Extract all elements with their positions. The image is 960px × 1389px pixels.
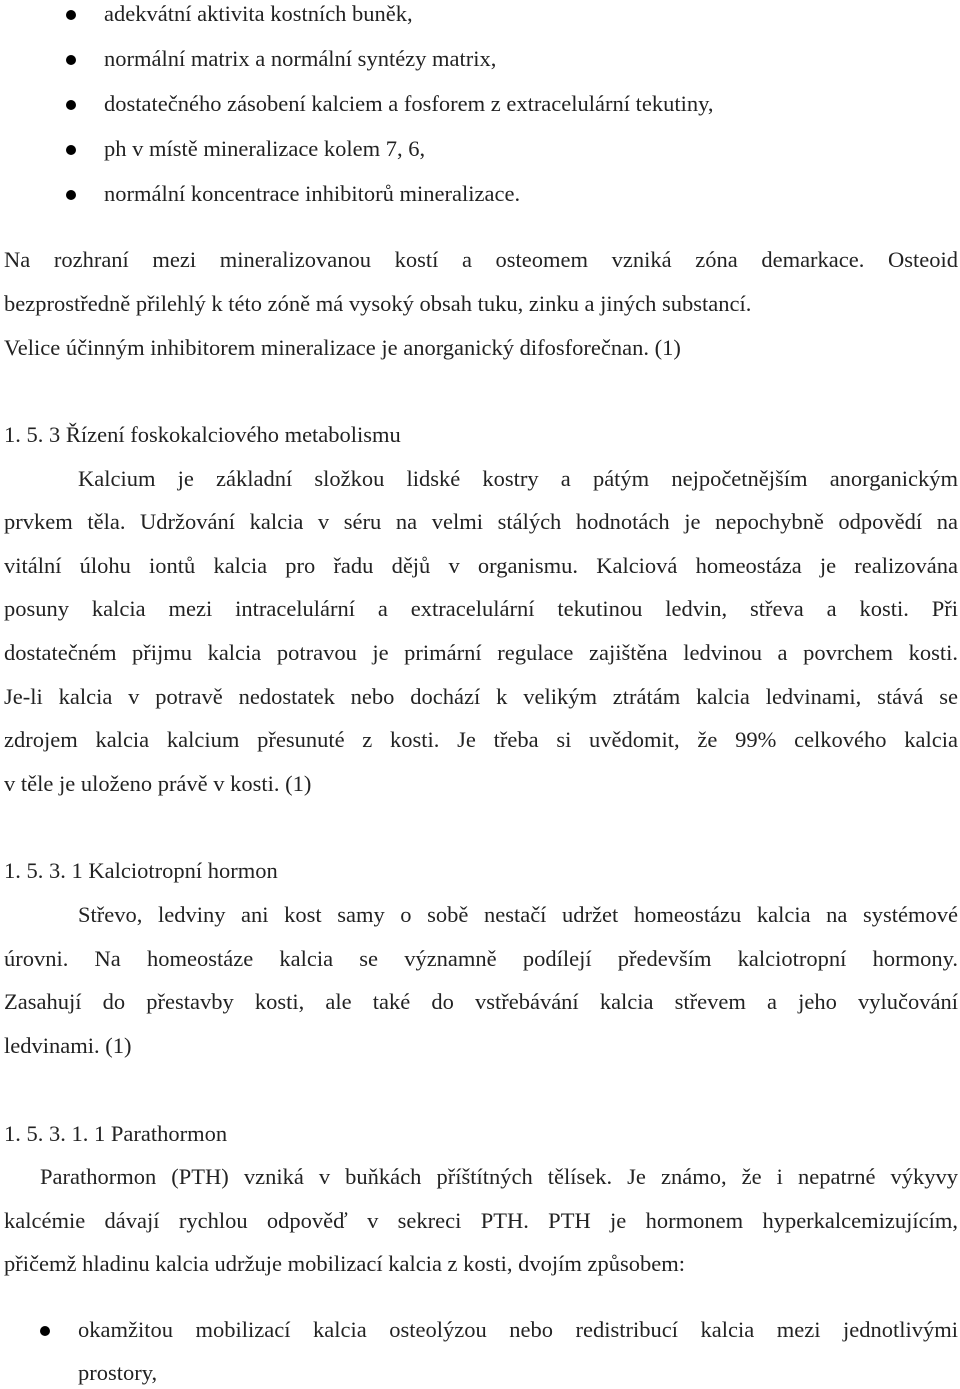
- bullet-item: dostatečného zásobení kalciem a fosforem z extracelulární tekutiny,: [104, 91, 714, 116]
- paragraph-line: Velice účinným inhibitorem mineralizace je anorganický difosforečnan. (1): [4, 335, 681, 360]
- paragraph-line: kalcémie dávají rychlou odpověď v sekreci PTH. PTH je hormonem hyperkalcemizujícím,: [4, 1208, 958, 1233]
- bullet-item: normální matrix a normální syntézy matrix,: [104, 46, 497, 71]
- bullet-marker: [66, 100, 76, 110]
- bullet-marker: [66, 145, 76, 155]
- section-heading: 1. 5. 3. 1. 1 Parathormon: [4, 1121, 228, 1146]
- paragraph-line: Parathormon (PTH) vzniká v buňkách příštítných tělísek. Je známo, že i nepatrné výkyvy: [40, 1164, 958, 1189]
- paragraph-line: Kalcium je základní složkou lidské kostry a pátým nejpočetnějším anorganickým: [78, 466, 958, 491]
- paragraph-line: Zasahují do přestavby kosti, ale také do vstřebávání kalcia střevem a jeho vylučování: [4, 989, 958, 1014]
- bullet-marker: [66, 55, 76, 65]
- section-heading: 1. 5. 3 Řízení foskokalciového metabolismu: [4, 422, 401, 447]
- paragraph-line: Je-li kalcia v potravě nedostatek nebo dochází k velikým ztrátám kalcia ledvinami, stává se: [4, 684, 958, 709]
- bullet-item: okamžitou mobilizací kalcia osteolýzou nebo redistribucí kalcia mezi jednotlivými: [78, 1317, 958, 1342]
- bullet-item: adekvátní aktivita kostních buněk,: [104, 1, 413, 26]
- bullet-marker: [40, 1326, 50, 1336]
- paragraph-line: vitální úlohu iontů kalcia pro řadu dějů v organismu. Kalciová homeostáza je realizována: [4, 553, 958, 578]
- paragraph-line: v těle je uloženo právě v kosti. (1): [4, 771, 312, 796]
- paragraph-line: zdrojem kalcia kalcium přesunuté z kosti. Je třeba si uvědomit, že 99% celkového kalcia: [4, 727, 958, 752]
- paragraph-line: úrovni. Na homeostáze kalcia se významně podílejí především kalciotropní hormony.: [4, 946, 958, 971]
- paragraph-line: Na rozhraní mezi mineralizovanou kostí a osteomem vzniká zóna demarkace. Osteoid: [4, 247, 958, 272]
- paragraph-line: prvkem těla. Udržování kalcia v séru na velmi stálých hodnotách je nepochybně odpovědí na: [4, 509, 958, 534]
- paragraph-line: dostatečném přijmu kalcia potravou je primární regulace zajištěna ledvinou a povrchem kosti.: [4, 640, 958, 665]
- bullet-item: ph v místě mineralizace kolem 7, 6,: [104, 136, 426, 161]
- paragraph-line: posuny kalcia mezi intracelulární a extracelulární tekutinou ledvin, střeva a kosti. Při: [4, 596, 958, 621]
- bullet-item: prostory,: [78, 1360, 158, 1385]
- paragraph-line: Střevo, ledviny ani kost samy o sobě nestačí udržet homeostázu kalcia na systémové: [78, 902, 958, 927]
- bullet-item: normální koncentrace inhibitorů mineralizace.: [104, 181, 521, 206]
- bullet-marker: [66, 190, 76, 200]
- section-heading: 1. 5. 3. 1 Kalciotropní hormon: [4, 858, 278, 883]
- paragraph-line: ledvinami. (1): [4, 1033, 132, 1058]
- paragraph-line: přičemž hladinu kalcia udržuje mobilizací kalcia z kosti, dvojím způsobem:: [4, 1251, 686, 1276]
- bullet-marker: [66, 10, 76, 20]
- paragraph-line: bezprostředně přilehlý k této zóně má vysoký obsah tuku, zinku a jiných substancí.: [4, 291, 752, 316]
